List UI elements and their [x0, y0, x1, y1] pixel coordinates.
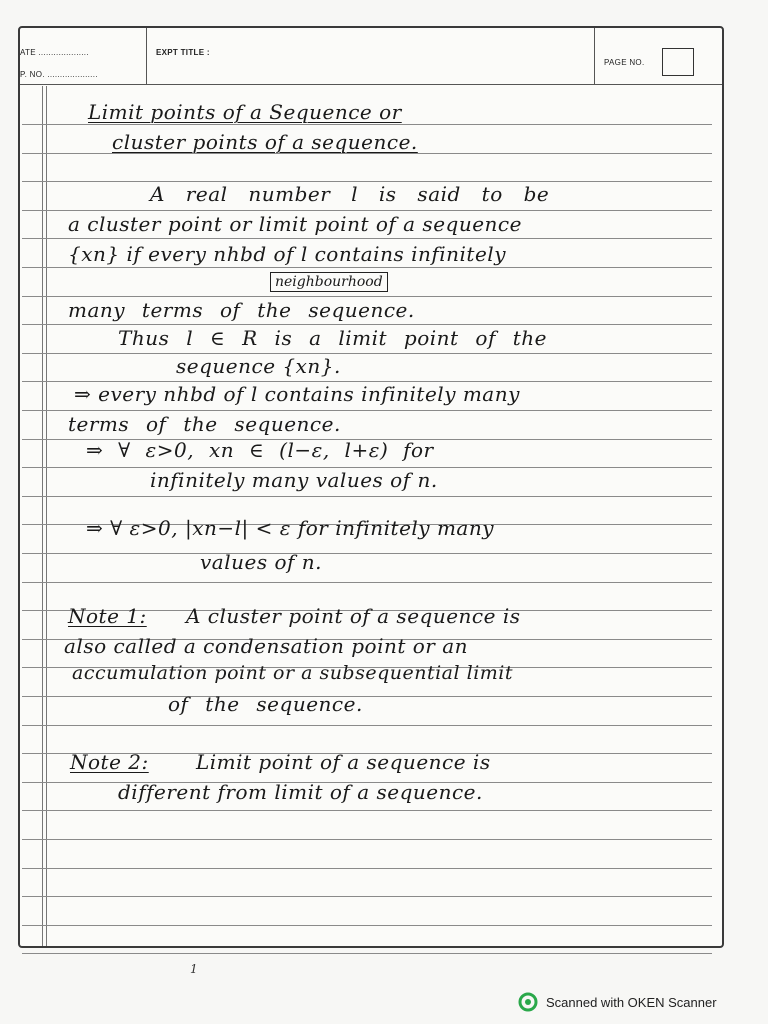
header-divider-left — [146, 28, 147, 84]
header-divider-right — [594, 28, 595, 84]
ruled-line — [22, 925, 712, 926]
title-line-1: Limit points of a Sequence or — [88, 100, 402, 124]
scanner-watermark — [518, 992, 717, 1012]
ruled-line — [22, 410, 712, 411]
neighbourhood-note: neighbourhood — [270, 272, 388, 292]
text-line-11: ⇒ ∀ ε>0, |xn−l| < ε for infinitely many — [86, 516, 495, 540]
text-line-4: many terms of the sequence. — [68, 298, 415, 322]
ruled-line — [22, 896, 712, 897]
text-line-6: sequence {xn}. — [176, 354, 341, 378]
page-no-label: PAGE NO. — [604, 58, 645, 67]
text-line-7: ⇒ every nhbd of l contains infinitely many — [74, 382, 520, 406]
ruled-line — [22, 810, 712, 811]
ruled-line — [22, 267, 712, 268]
note1-text: A cluster point of a sequence is — [186, 604, 521, 628]
expt-no-field: P. NO. .................... — [20, 70, 98, 79]
ruled-line — [22, 238, 712, 239]
text-line-1: A real number l is said to be — [150, 182, 550, 206]
text-line-9: ⇒ ∀ ε>0, xn ∈ (l−ε, l+ε) for — [86, 438, 434, 462]
ruled-line — [22, 725, 712, 726]
ruled-line — [22, 839, 712, 840]
text-line-8: terms of the sequence. — [68, 412, 341, 436]
text-line-16: different from limit of a sequence. — [118, 780, 483, 804]
expt-title-field: EXPT TITLE : — [156, 48, 210, 57]
scanner-text: Scanned with OKEN Scanner — [546, 994, 717, 1010]
ruled-line — [22, 553, 712, 554]
ruled-line — [22, 296, 712, 297]
scanner-logo-icon — [518, 992, 538, 1012]
text-line-13: also called a condensation point or an — [64, 634, 468, 658]
margin-line-inner — [46, 86, 47, 946]
page-mark: 1 — [190, 962, 198, 976]
text-line-5: Thus l ∈ R is a limit point of the — [118, 326, 547, 350]
ruled-line — [22, 953, 712, 954]
header-bottom-rule — [20, 84, 722, 85]
ruled-line — [22, 210, 712, 211]
ruled-line — [22, 582, 712, 583]
text-line-2: a cluster point or limit point of a sequence — [68, 212, 522, 236]
note2-label: Note 2: — [70, 750, 149, 774]
title-line-2: cluster points of a sequence. — [112, 130, 418, 154]
text-line-12: values of n. — [200, 550, 322, 574]
text-line-14: accumulation point or a subsequential limit — [72, 662, 514, 684]
text-line-10: infinitely many values of n. — [150, 468, 438, 492]
note2-text: Limit point of a sequence is — [196, 750, 491, 774]
ruled-line — [22, 353, 712, 354]
ruled-line — [22, 496, 712, 497]
margin-line-outer — [42, 86, 43, 946]
text-line-15: of the sequence. — [168, 692, 363, 716]
ruled-line — [22, 868, 712, 869]
ruled-line — [22, 124, 712, 125]
date-field: ATE .................... — [20, 48, 89, 57]
text-line-3: {xn} if every nhbd of l contains infinitely — [68, 242, 506, 266]
page-no-box — [662, 48, 694, 76]
note1-label: Note 1: — [68, 604, 147, 628]
ruled-line — [22, 696, 712, 697]
